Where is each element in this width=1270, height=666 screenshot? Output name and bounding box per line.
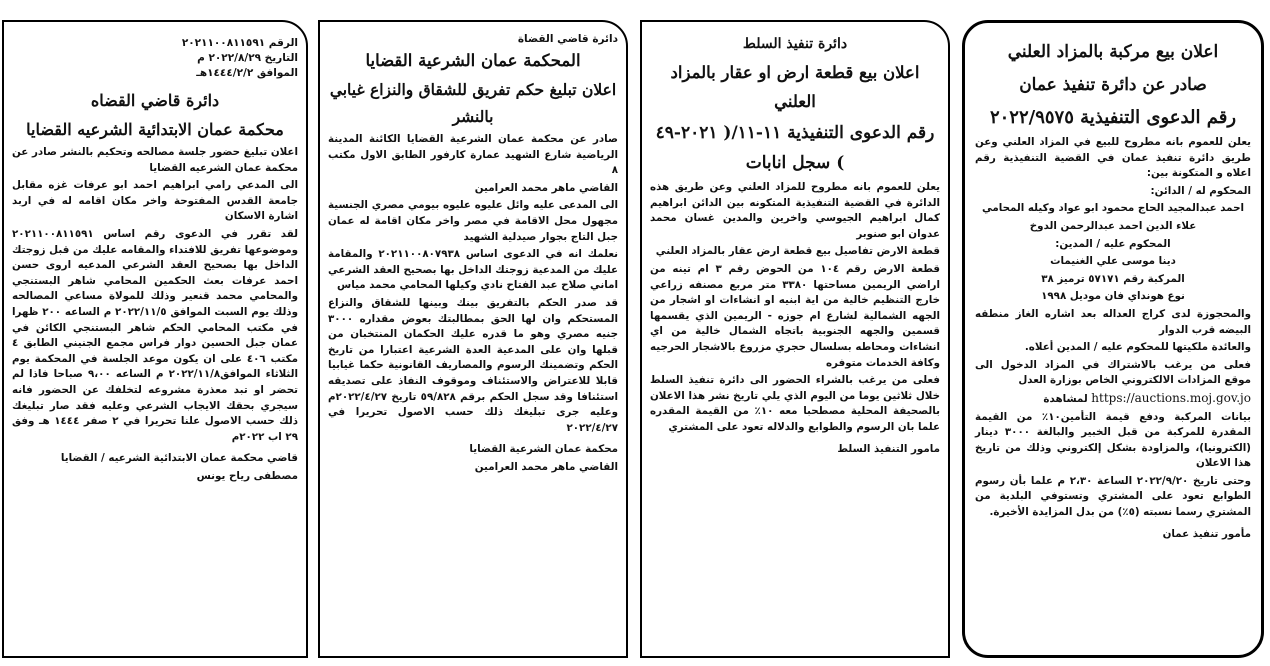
court-title: محكمة عمان الابتدائية الشرعيه القضايا — [26, 120, 284, 139]
body-line: فعلى من يرغب بالشراء الحضور الى دائرة تنفيذ السلط خلال ثلاثين يوما من اليوم الذي يلي تاريخ نشر هذا الاعلان بالصحيفة المحلية مصطحبا معه ١٠٪ من القيمة المقدره علما بان الرسوم والطوابع والدلاله تعود على المشتري — [650, 374, 940, 433]
body-line: يعلن للعموم بانه مطروح للمزاد العلني وعن طريق هذه الدائرة في القضية التنفيذية المتكونه بين الدائن ابراهيم كمال ابراهيم الجيوسي واخرين والمدين غسان محمد عدوان ابو صنوبر — [650, 181, 940, 240]
body-line: المحكوم عليه / المدين: — [1055, 237, 1171, 250]
reference-number: الرقم ٢٠٢١١٠٠٨١١٥٩١ — [181, 37, 298, 49]
body-line: فعلى من يرغب بالاشتراك في المزاد الدخول الى موقع المزادات الالكتروني الخاص بوزارة العدل — [975, 358, 1251, 387]
case-number: رقم الدعوى التنفيذية ١١-١١/( ٢٠٢١-٤٩ ) سجل انابات — [655, 123, 935, 173]
body-line: اعلان تبليغ حضور جلسة مصالحه وتحكيم بالنشر صادر عن محكمة عمان الشرعيه القضايا — [12, 146, 298, 174]
notice-vehicle-auction — [962, 20, 1264, 658]
body-line: نعلمك انه في الدعوى اساس ٢٠٢١١٠٠٨٠٧٩٣٨ والمقامة عليك من المدعية زوجتك الداخل بها بصحيح العقد الشرعي اماني صلاح عبد الفتاح نادي وكيلها المحامي محمد مياس — [328, 248, 618, 292]
body-line: علاء الدين احمد عبدالرحمن الدوخ — [1029, 219, 1197, 232]
body-line: والمحجوزة لدى كراج العداله بعد اشاره الغاز منطقه البيضه قرب الدوار — [975, 307, 1251, 336]
department-label: دائرة قاضي القضاة — [517, 33, 618, 45]
body-line: والعائدة ملكيتها للمحكوم عليه / المدين أعلاه. — [1024, 341, 1251, 354]
notice-title: اعلان بيع مركبة بالمزاد العلني — [1007, 42, 1219, 62]
body-line: احمد عبدالمجيد الحاج محمود ابو عواد وكيله المحامي — [981, 202, 1245, 215]
url-suffix: لمشاهدة — [1043, 392, 1088, 405]
body-line: وحتى تاريخ ٢٠٢٢/٩/٢٠ الساعة ٢،٣٠ م علما بأن رسوم الطوابع تعود على المشتري وتستوفي البلدية من المشتري رسما نسبته (٥٪) من بدل المزايدة الأخيرة. — [975, 474, 1251, 519]
body-line: صادر عن محكمة عمان الشرعية القضايا الكائنة المدينة الرياضية شارع الشهيد عمارة كارفور الطابق الاول مكتب ٨ — [328, 133, 618, 177]
auction-url-link[interactable]: https://auctions.moj.gov.jo — [1091, 390, 1251, 405]
notice-divorce-ruling — [318, 20, 628, 658]
signature-judge: مصطفى رياح يونس — [196, 469, 298, 482]
body-line: نوع هونداي فان موديل ١٩٩٨ — [1041, 290, 1185, 303]
body-line: الى المدعي رامي ابراهيم احمد ابو عرفات غزه مقابل جامعة القدس المفتوحة واخر مكان اقامه له في اربد اشارة الاسكان — [12, 179, 298, 223]
signature-court: قاضي محكمة عمان الابتدائية الشرعيه / القضايا — [60, 452, 298, 465]
body-line — [975, 391, 1251, 408]
case-number: رقم الدعوى التنفيذية ٢٠٢٢/٩٥٧٥ — [989, 107, 1237, 128]
hijri-date: الموافق ١٤٤٤/٢/٢هـ — [196, 67, 298, 79]
body-line: دينا موسى علي الغنيمات — [1050, 255, 1176, 268]
body-line: قطعة الارض رقم ١٠٤ من الحوض رقم ٣ ام تينه من اراضي الريمين مساحتها ٣٣٨٠ متر مربع مصنفه زراعي خارج التنظيم خالية من اية ابنيه او انشاءات او اشجار من الجهه الشمالية لشارع ام جوزه - الريمين الذي يقسمها قسمين والجهه الجنوبية باتجاه الشمال خالية من اي انشاءات ومحاطه بسلسال حجري مزروع بالاشجار الحرجيه وكافة الخدمات متوفره — [650, 262, 940, 369]
notice-date: التاريخ ٢٠٢٢/٨/٢٩ م — [197, 52, 298, 64]
body-line: قطعة الارض تفاصيل بيع قطعة ارض عقار بالمزاد العلني — [655, 245, 940, 258]
notice-land-auction — [640, 20, 950, 658]
body-line: لقد تقرر في الدعوى رقم اساس ٢٠٢١١٠٠٨١١٥٩١ وموضوعها تفريق للافتداء والمقامه عليك من قبل زوجتك الداخل بها بصحيح العقد الشرعي المدعيه اروى حسن احمد عرفات بعث الحكمين المحامي شاهر البستنجي والمحامي محمد قنعير وذلك للمولاة مساعي المصالحه وذلك يوم السبت الموافق ٢٠٢٢/١١/٥ م الساعه ٢٠٠ ظهرا في مكتب المحامي الحكم شاهر البستنجي الكائن في عمان جبل الحسين دوار فراس مجمع الجنيني الطابق ٤ مكتب ٤٠٦ على ان يكون موعد الجلسة في المحكمة يوم الثلاثاء الموافق٢٠٢٢/١١/٨ م الساعه ٩،٠٠ صباحا فاذا لم تحضر او تبد معذرة مشروعه لتخلفك عن الحضور فانه سيجري بحقك الايجاب الشرعي وعليه فقد صار تبليغك ذلك حسب الاصول علنا تحريرا في ٢ صفر ١٤٤٤ هـ وفق ٢٩ اب ٢٠٢٢م — [12, 227, 298, 443]
body-line: الى المدعى عليه وائل عليوه عليوه بيومي مصري الجنسية مجهول محل الاقامة في مصر واخر مكان اقامة له عمان جبل التاج بجوار صيدلية الشهيد — [328, 199, 618, 243]
notice-subtitle: صادر عن دائرة تنفيذ عمان — [1019, 75, 1207, 95]
body-line: يعلن للعموم بانه مطروح للبيع في المزاد العلني وعن طريق دائرة تنفيذ عمان في القضية التنفيذية رقم اعلاه و المتكونة بين: — [975, 136, 1251, 180]
signature: مأمور تنفيذ عمان — [1162, 527, 1251, 540]
signature: مامور التنفيذ السلط — [837, 442, 940, 455]
body-line: المحكوم له / الدائن: — [1150, 184, 1251, 197]
court-title: المحكمة عمان الشرعية القضايا — [365, 51, 581, 70]
department-title: دائرة قاضي القضاه — [90, 91, 220, 110]
notice-title: اعلان بيع قطعة ارض او عقار بالمزاد العلني — [670, 63, 920, 111]
body-line: القاضي ماهر محمد العرامين — [474, 181, 618, 194]
body-line: بيانات المركبة ودفع قيمة التأمين١٠٪ من القيمة المقدرة للمركبة من قبل الخبير والبالغة ٣٠٠٠ دينار (الكترونيا)، والمزاودة بشكل إلكتروني وذلك من تاريخ هذا الاعلان — [975, 410, 1252, 470]
body-line: قد صدر الحكم بالتفريق بينك وبينها للشقاق والنزاع المستحكم وان لها الحق بمطالبتك بعوض مقداره ٣٠٠٠ جنيه مصري وهو ما قدره عليك الحكمان المنتخبان من قبلها وان على المدعية العدة الشرعية اعتبارا من تاريخ الحكم وتضمينك الرسوم والمصاريف القانونية حكما غيابيا قابلا للاعتراض والاستئناف وموقوف النفاذ على تصديقه استئنافا وقد سجل الحكم برقم ٥٩/٨٢٨ تاريخ ٢٠٢٢/٤/٢٧م وعليه جرى تبليغك ذلك حسب الاصول تحريرا في ٢٠٢٢/٤/٢٧ — [328, 296, 618, 434]
signature-judge: القاضي ماهر محمد العرامين — [474, 460, 618, 473]
signature-court: محكمة عمان الشرعية القضايا — [469, 443, 618, 456]
notice-reconciliation-session — [2, 20, 308, 658]
body-line: المركبة رقم ٥٧١٧١ ترميز ٣٨ — [1041, 272, 1185, 285]
notice-title: اعلان تبليغ حكم تفريق للشقاق والنزاع غيابي بالنشر — [329, 80, 617, 126]
department-title: دائرة تنفيذ السلط — [742, 36, 848, 52]
